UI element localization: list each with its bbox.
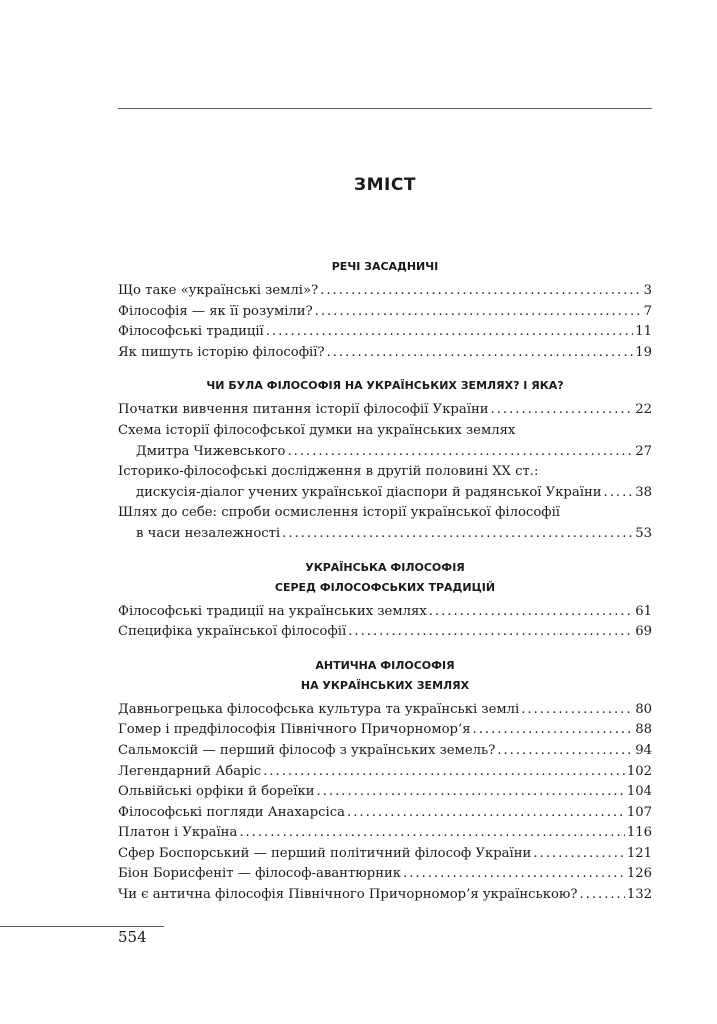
entry-page-number: 107 <box>626 804 652 820</box>
entry-page-number: 80 <box>635 701 652 717</box>
entry-line <box>118 302 652 323</box>
entry-line <box>118 462 652 483</box>
page-title: ЗМІСТ <box>354 175 416 195</box>
entry-title: Гомер і предфілософія Північного Причорномор’я <box>118 722 471 738</box>
entry-title: Як пишуть історію філософії? <box>118 344 325 360</box>
entry-title: Давньогрецька філософська культура та українські землі <box>118 701 520 717</box>
entry-line <box>118 782 652 803</box>
dot-leader <box>491 400 634 421</box>
entry-page-number: 94 <box>635 742 652 758</box>
page-number: 554 <box>118 928 147 946</box>
entry-title: Початки вивчення питання історії філософії України <box>118 402 489 418</box>
toc-entry <box>118 622 652 643</box>
entry-line <box>118 885 652 906</box>
toc-entry <box>118 322 652 343</box>
entry-line <box>118 741 652 762</box>
section-heading: СЕРЕД ФІЛОСОФСЬКИХ ТРАДИЦІЙ <box>274 580 496 594</box>
entry-page-number: 102 <box>626 763 652 779</box>
dot-leader <box>239 823 625 844</box>
dot-leader <box>497 741 633 762</box>
entry-line <box>118 442 652 463</box>
dot-leader <box>521 700 633 721</box>
toc-entry <box>118 503 652 544</box>
entry-title-continuation: Дмитра Чижевського <box>136 443 286 459</box>
entry-title: Чи є антична філософія Північного Причорномор’я українською? <box>118 887 578 903</box>
dot-leader <box>327 343 634 364</box>
entry-page-number: 121 <box>626 845 652 861</box>
toc-section <box>118 257 652 363</box>
top-rule <box>118 108 652 109</box>
entry-title: Історико-філософські дослідження в другій половині XX ст.: <box>118 464 539 480</box>
entry-page-number: 116 <box>626 825 652 841</box>
dot-leader <box>320 281 641 302</box>
section-heading: РЕЧІ ЗАСАДНИЧІ <box>331 260 439 273</box>
entry-line <box>118 322 652 343</box>
section-heading: ЧИ БУЛА ФІЛОСОФІЯ НА УКРАЇНСЬКИХ ЗЕМЛЯХ? І ЯКА? <box>206 379 564 393</box>
entry-page-number: 22 <box>635 402 652 418</box>
entry-line <box>118 421 652 442</box>
entry-title: Філософія — як її розуміли? <box>118 303 313 319</box>
entry-title: Сальмоксій — перший філософ з українських земель? <box>118 742 496 758</box>
entry-title-continuation: дискусія-діалог учених української діаспори й радянської України <box>136 484 602 500</box>
entry-title: Філософські погляди Анахарсіса <box>118 804 346 820</box>
toc-entry <box>118 602 652 623</box>
entry-line <box>118 400 652 421</box>
entry-line <box>118 483 652 504</box>
entry-line <box>118 281 652 302</box>
entry-line <box>118 602 652 623</box>
entry-line <box>118 720 652 741</box>
dot-leader <box>604 483 634 504</box>
toc-entry <box>118 782 652 803</box>
toc-entry <box>118 421 652 462</box>
dot-leader <box>317 782 625 803</box>
entry-line <box>118 864 652 885</box>
dot-leader <box>347 803 625 824</box>
toc-entry <box>118 400 652 421</box>
toc-section <box>118 656 652 906</box>
entry-page-number: 88 <box>635 722 652 738</box>
dot-leader <box>263 762 625 783</box>
dot-leader <box>282 524 633 545</box>
entry-title: Біон Борисфеніт — філософ-авантюрник <box>118 866 402 882</box>
entry-title: Платон і Україна <box>118 825 238 841</box>
table-of-contents <box>118 257 652 906</box>
section-heading: АНТИЧНА ФІЛОСОФІЯ <box>315 658 455 672</box>
dot-leader <box>579 885 624 906</box>
entry-line <box>118 343 652 364</box>
dot-leader <box>266 322 633 343</box>
entry-title: Шлях до себе: спроби осмислення історії української філософії <box>118 505 561 521</box>
toc-section <box>118 558 652 643</box>
dot-leader <box>473 720 634 741</box>
entry-line <box>118 524 652 545</box>
entry-page-number: 132 <box>626 887 652 903</box>
entry-title: Специфіка української філософії <box>118 624 347 640</box>
entry-line <box>118 762 652 783</box>
entry-page-number: 3 <box>643 283 652 298</box>
dot-leader <box>403 864 625 885</box>
entry-title: Легендарний Абаріс <box>118 763 262 779</box>
dot-leader <box>429 602 633 623</box>
toc-entry <box>118 462 652 503</box>
entry-page-number: 27 <box>635 443 652 459</box>
dot-leader <box>348 622 633 643</box>
entry-line <box>118 844 652 865</box>
entry-page-number: 126 <box>626 866 652 882</box>
toc-entry <box>118 823 652 844</box>
section-heading: НА УКРАЇНСЬКИХ ЗЕМЛЯХ <box>300 678 470 692</box>
entry-title: Філософські традиції на українських землях <box>118 603 427 619</box>
toc-entry <box>118 700 652 721</box>
dot-leader <box>533 844 625 865</box>
footer-rule <box>0 926 164 927</box>
entry-page-number: 11 <box>635 324 652 340</box>
entry-title: Ольвійські орфіки й бореїки <box>118 784 315 800</box>
entry-page-number: 53 <box>635 525 652 541</box>
entry-page-number: 19 <box>635 344 652 360</box>
entry-title-continuation: в часи незалежності <box>136 525 281 541</box>
toc-section <box>118 376 652 544</box>
entry-line <box>118 622 652 643</box>
toc-entry <box>118 762 652 783</box>
dot-leader <box>315 302 642 323</box>
entry-title: Сфер Боспорський — перший політичний філософ України <box>118 845 532 861</box>
toc-entry <box>118 302 652 323</box>
toc-entry <box>118 741 652 762</box>
section-heading: УКРАЇНСЬКА ФІЛОСОФІЯ <box>305 560 465 574</box>
toc-entry <box>118 864 652 885</box>
dot-leader <box>288 442 634 463</box>
entry-title: Схема історії філософської думки на українських землях <box>118 422 516 438</box>
entry-line <box>118 823 652 844</box>
toc-entry <box>118 281 652 302</box>
entry-page-number: 104 <box>626 784 652 800</box>
toc-entry <box>118 343 652 364</box>
entry-line <box>118 700 652 721</box>
toc-entry <box>118 803 652 824</box>
entry-page-number: 61 <box>635 603 652 619</box>
entry-page-number: 38 <box>635 484 652 500</box>
entry-page-number: 7 <box>643 303 652 319</box>
toc-entry <box>118 844 652 865</box>
entry-page-number: 69 <box>635 624 652 640</box>
entry-line <box>118 503 652 524</box>
entry-title: Філософські традиції <box>118 324 264 340</box>
toc-entry <box>118 885 652 906</box>
toc-entry <box>118 720 652 741</box>
entry-title: Що таке «українські землі»? <box>118 283 319 298</box>
entry-line <box>118 803 652 824</box>
